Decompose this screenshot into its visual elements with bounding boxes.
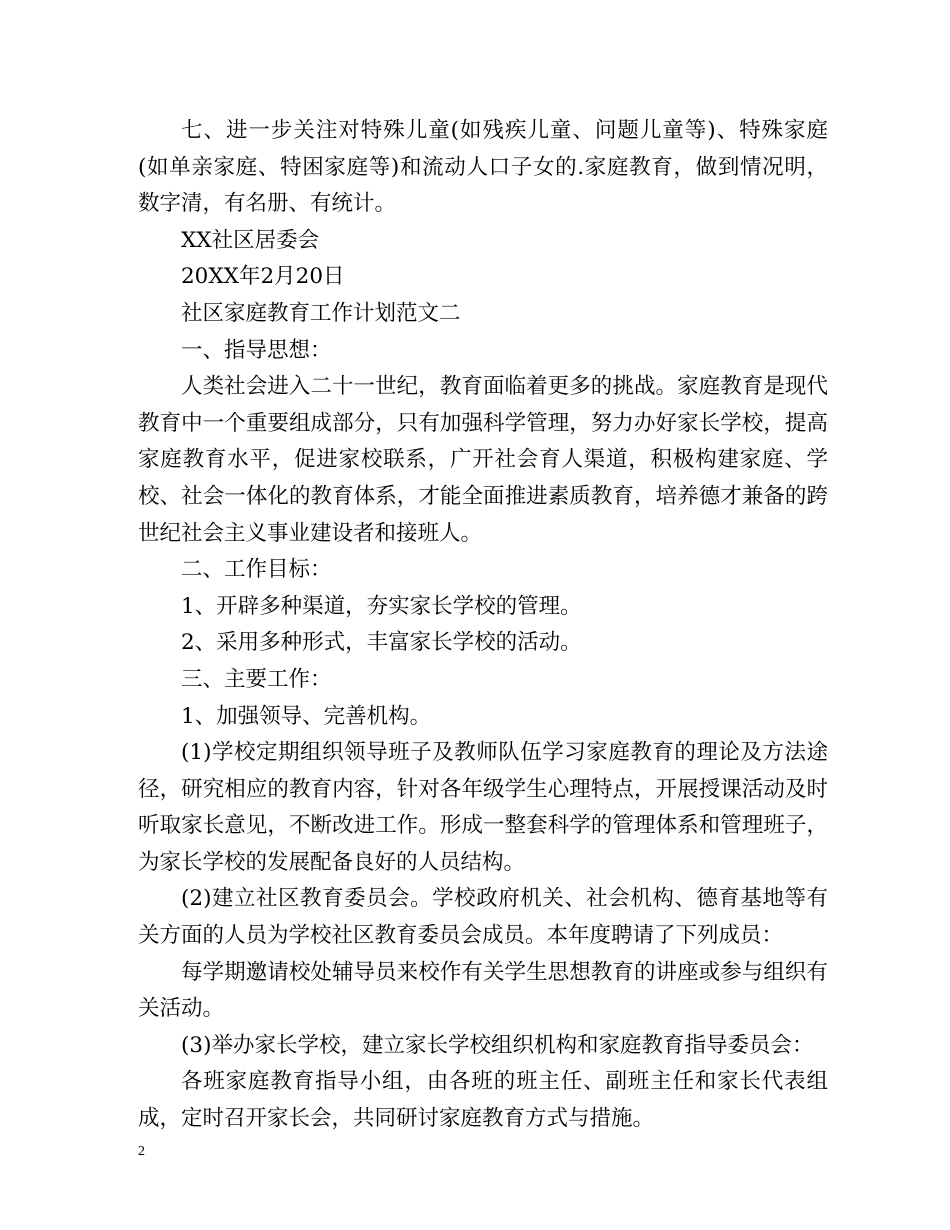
paragraph-subitem-3: (3)举办家长学校，建立家长学校组织机构和家庭教育指导委员会：: [181, 1032, 814, 1058]
work-item-1: 1、加强领导、完善机构。: [181, 703, 432, 729]
signature-date: 20XX年2月20日: [181, 264, 345, 290]
paragraph-guiding-ideology: 人类社会进入二十一世纪，教育面临着更多的挑战。家庭教育是现代教育中一个重要组成部分，只有加强科学管理，努力办好家长学校，提高家庭教育水平，促进家校联系，广开社会育人渠道，积极构建家庭、学校、社会一体化的教育体系，才能全面推进素质教育，培养德才兼备的跨世纪社会主义事业建设者和接班人。: [138, 374, 828, 546]
page-number: 2: [138, 1144, 145, 1159]
heading-work-goals: 二、工作目标：: [181, 557, 332, 583]
heading-main-work: 三、主要工作：: [181, 666, 332, 692]
paragraph-subitem-1: (1)学校定期组织领导班子及教师队伍学习家庭教育的理论及方法途径，研究相应的教育内容，针对各年级学生心理特点，开展授课活动及时听取家长意见，不断改进工作。形成一整套科学的管理体系和管理班子，为家长学校的发展配备良好的人员结构。: [138, 740, 828, 875]
section-title: 社区家庭教育工作计划范文二: [181, 300, 461, 326]
signature-organization: XX社区居委会: [181, 227, 320, 253]
paragraph-item-7: 七、进一步关注对特殊儿童(如残疾儿童、问题儿童等)、特殊家庭(如单亲家庭、特困家庭等)和流动人口子女的.家庭教育，做到情况明，数字清，有名册、有统计。: [138, 118, 828, 217]
goal-item-2: 2、采用多种形式，丰富家长学校的活动。: [181, 630, 582, 656]
goal-item-1: 1、开辟多种渠道，夯实家长学校的管理。: [181, 593, 582, 619]
paragraph-invite: 每学期邀请校处辅导员来校作有关学生思想教育的讲座或参与组织有关活动。: [138, 959, 828, 1022]
document-body: [138, 113, 828, 1138]
paragraph-subitem-2: (2)建立社区教育委员会。学校政府机关、社会机构、德育基地等有关方面的人员为学校社区教育委员会成员。本年度聘请了下列成员：: [138, 886, 828, 949]
paragraph-class-groups: 各班家庭教育指导小组，由各班的班主任、副班主任和家长代表组成，定时召开家长会，共同研讨家庭教育方式与措施。: [138, 1069, 828, 1132]
heading-guiding-ideology: 一、指导思想：: [181, 337, 332, 363]
